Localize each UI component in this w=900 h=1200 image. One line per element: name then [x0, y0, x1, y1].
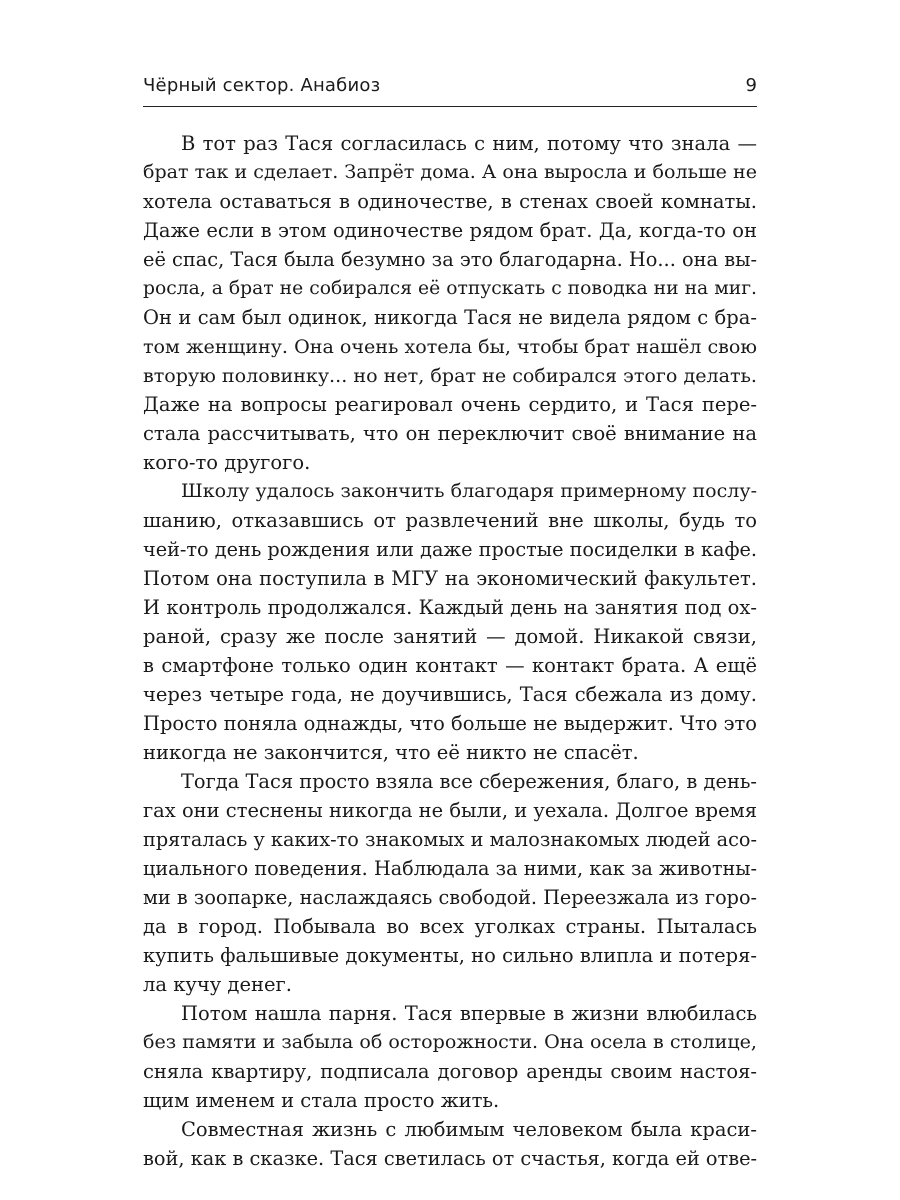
- text-line: раной, сразу же после занятий — домой. Никакой связи,: [143, 625, 757, 648]
- text-line: без памяти и забыла об осторожности. Она осела в столице,: [143, 1031, 757, 1053]
- text-line: вой, как в сказке. Тася светилась от счастья, когда ей отве-: [143, 1147, 757, 1170]
- text-line: Даже на вопросы реагировал очень сердито, и Тася пере-: [143, 393, 757, 416]
- text-line: циального поведения. Наблюдала за ними, как за животны-: [143, 857, 757, 880]
- page-number: 9: [745, 75, 757, 96]
- text-line: Он и сам был одинок, никогда Тася не видела рядом с бра-: [143, 306, 757, 329]
- text-line: брат так и сделает. Запрёт дома. А она выросла и больше не: [143, 161, 757, 183]
- text-line: И контроль продолжался. Каждый день на занятия под ох-: [143, 596, 757, 619]
- text-line: никогда не закончится, что её никто не спасёт.: [143, 741, 639, 764]
- text-line: да в город. Побывала во всех уголках страны. Пыталась: [143, 915, 757, 938]
- text-line: Потом нашла парня. Тася впервые в жизни влюбилась: [181, 1002, 757, 1025]
- text-line: её спас, Тася была безумно за это благодарна. Но... она вы-: [143, 248, 757, 271]
- body-text: [143, 129, 757, 1173]
- text-line: гах они стеснены никогда не были, и уехала. Долгое время: [143, 799, 757, 822]
- text-line: кого-то другого.: [143, 451, 311, 474]
- text-line: В тот раз Тася согласилась с ним, потому что знала —: [181, 132, 757, 155]
- text-line: росла, а брат не собирался её отпускать с поводка ни на миг.: [143, 278, 757, 299]
- text-line: щим именем и стала просто жить.: [143, 1089, 500, 1112]
- text-line: чей-то день рождения или даже простые посиделки в кафе.: [143, 538, 757, 561]
- text-line: купить фальшивые документы, но сильно влипла и потеря-: [143, 944, 757, 967]
- text-line: стала рассчитывать, что он переключит своё внимание на: [143, 422, 757, 445]
- text-line: сняла квартиру, подписала договор аренды своим настоя-: [143, 1060, 757, 1083]
- text-line: Просто поняла однажды, что больше не выдержит. Что это: [143, 712, 757, 735]
- text-line: том женщину. Она очень хотела бы, чтобы брат нашёл свою: [143, 335, 757, 358]
- text-line: Совместная жизнь с любимым человеком была краси-: [181, 1118, 757, 1141]
- running-header: [143, 72, 757, 107]
- text-line: в смартфоне только один контакт — контакт брата. А ещё: [143, 654, 757, 677]
- text-line: Потом она поступила в МГУ на экономический факультет.: [143, 567, 757, 590]
- text-line: вторую половинку... но нет, брат не собирался этого делать.: [143, 364, 757, 387]
- text-line: Тогда Тася просто взяла все сбережения, благо, в день-: [181, 770, 757, 793]
- text-line: ми в зоопарке, наслаждаясь свободой. Переезжала из горо-: [143, 886, 757, 909]
- running-title: Чёрный сектор. Анабиоз: [143, 75, 381, 96]
- text-line: через четыре года, не доучившись, Тася сбежала из дому.: [143, 683, 757, 706]
- text-line: ла кучу денег.: [143, 973, 292, 996]
- text-line: хотела оставаться в одиночестве, в стенах своей комнаты.: [143, 190, 757, 213]
- text-line: Даже если в этом одиночестве рядом брат. Да, когда-то он: [143, 219, 757, 242]
- text-line: Школу удалось закончить благодаря примерному послу-: [181, 480, 757, 502]
- text-line: шанию, отказавшись от развлечений вне школы, будь то: [143, 509, 757, 532]
- text-line: пряталась у каких-то знакомых и малознакомых людей асо-: [143, 828, 757, 851]
